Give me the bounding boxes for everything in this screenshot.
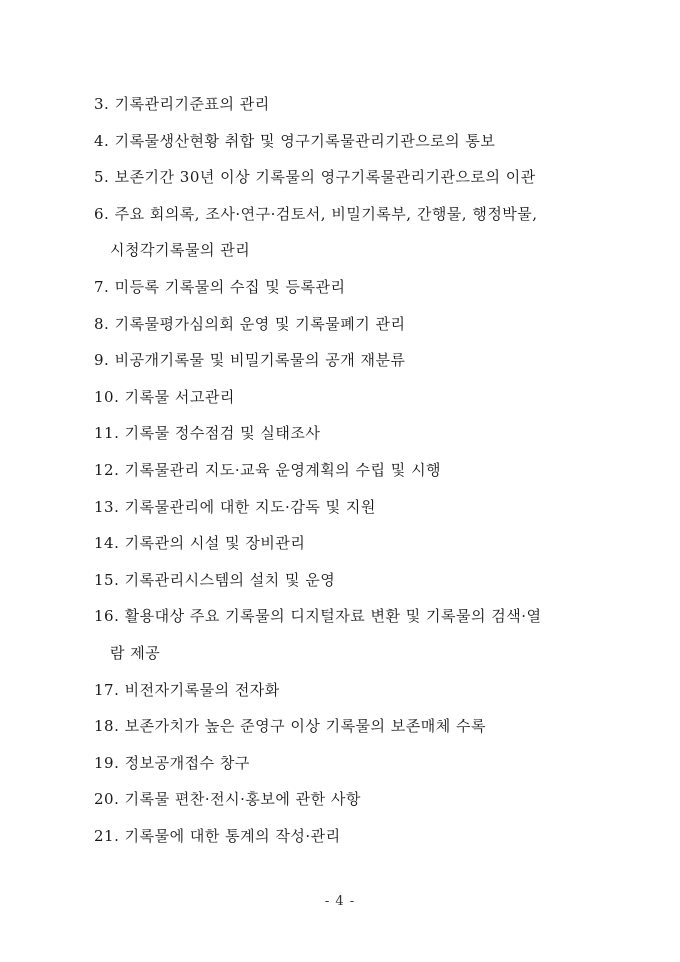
list-item: 8. 기록물평가심의회 운영 및 기록물폐기 관리: [94, 314, 406, 333]
list-item: 17. 비전자기록물의 전자화: [94, 680, 280, 699]
list-item: 4. 기록물생산현황 취합 및 영구기록물관리기관으로의 통보: [94, 131, 496, 150]
list-item: 7. 미등록 기록물의 수집 및 등록관리: [94, 277, 346, 296]
page-number: - 4 -: [324, 894, 356, 909]
list-item: 13. 기록물관리에 대한 지도·감독 및 지원: [94, 497, 376, 516]
list-item: 5. 보존기간 30년 이상 기록물의 영구기록물관리기관으로의 이관: [94, 168, 536, 187]
list-item: 10. 기록물 서고관리: [94, 387, 235, 406]
list-item: 3. 기록관리기준표의 관리: [94, 95, 270, 113]
list-item: 20. 기록물 편찬·전시·홍보에 관한 사항: [94, 790, 361, 809]
list-item: 15. 기록관리시스템의 설치 및 운영: [94, 570, 336, 589]
list-item: 16. 활용대상 주요 기록물의 디지털자료 변환 및 기록물의 검색·열: [94, 607, 542, 626]
list-item: 14. 기록관의 시설 및 장비관리: [94, 534, 306, 553]
list-item: 11. 기록물 정수점검 및 실태조사: [94, 424, 321, 443]
list-item-continuation: 시청각기록물의 관리: [110, 241, 251, 260]
list-item: 9. 비공개기록물 및 비밀기록물의 공개 재분류: [94, 351, 406, 370]
list-item: 19. 정보공개접수 창구: [94, 753, 250, 772]
list-item: 18. 보존가치가 높은 준영구 이상 기록물의 보존매체 수록: [94, 717, 487, 736]
list-item-continuation: 람 제공: [110, 643, 161, 662]
list-item: 21. 기록물에 대한 통계의 작성·관리: [94, 826, 341, 845]
list-item: 12. 기록물관리 지도·교육 운영계획의 수립 및 시행: [94, 460, 442, 479]
list-item: 6. 주요 회의록, 조사·연구·검토서, 비밀기록부, 간행물, 행정박물,: [94, 204, 538, 223]
duty-list: [94, 86, 634, 854]
